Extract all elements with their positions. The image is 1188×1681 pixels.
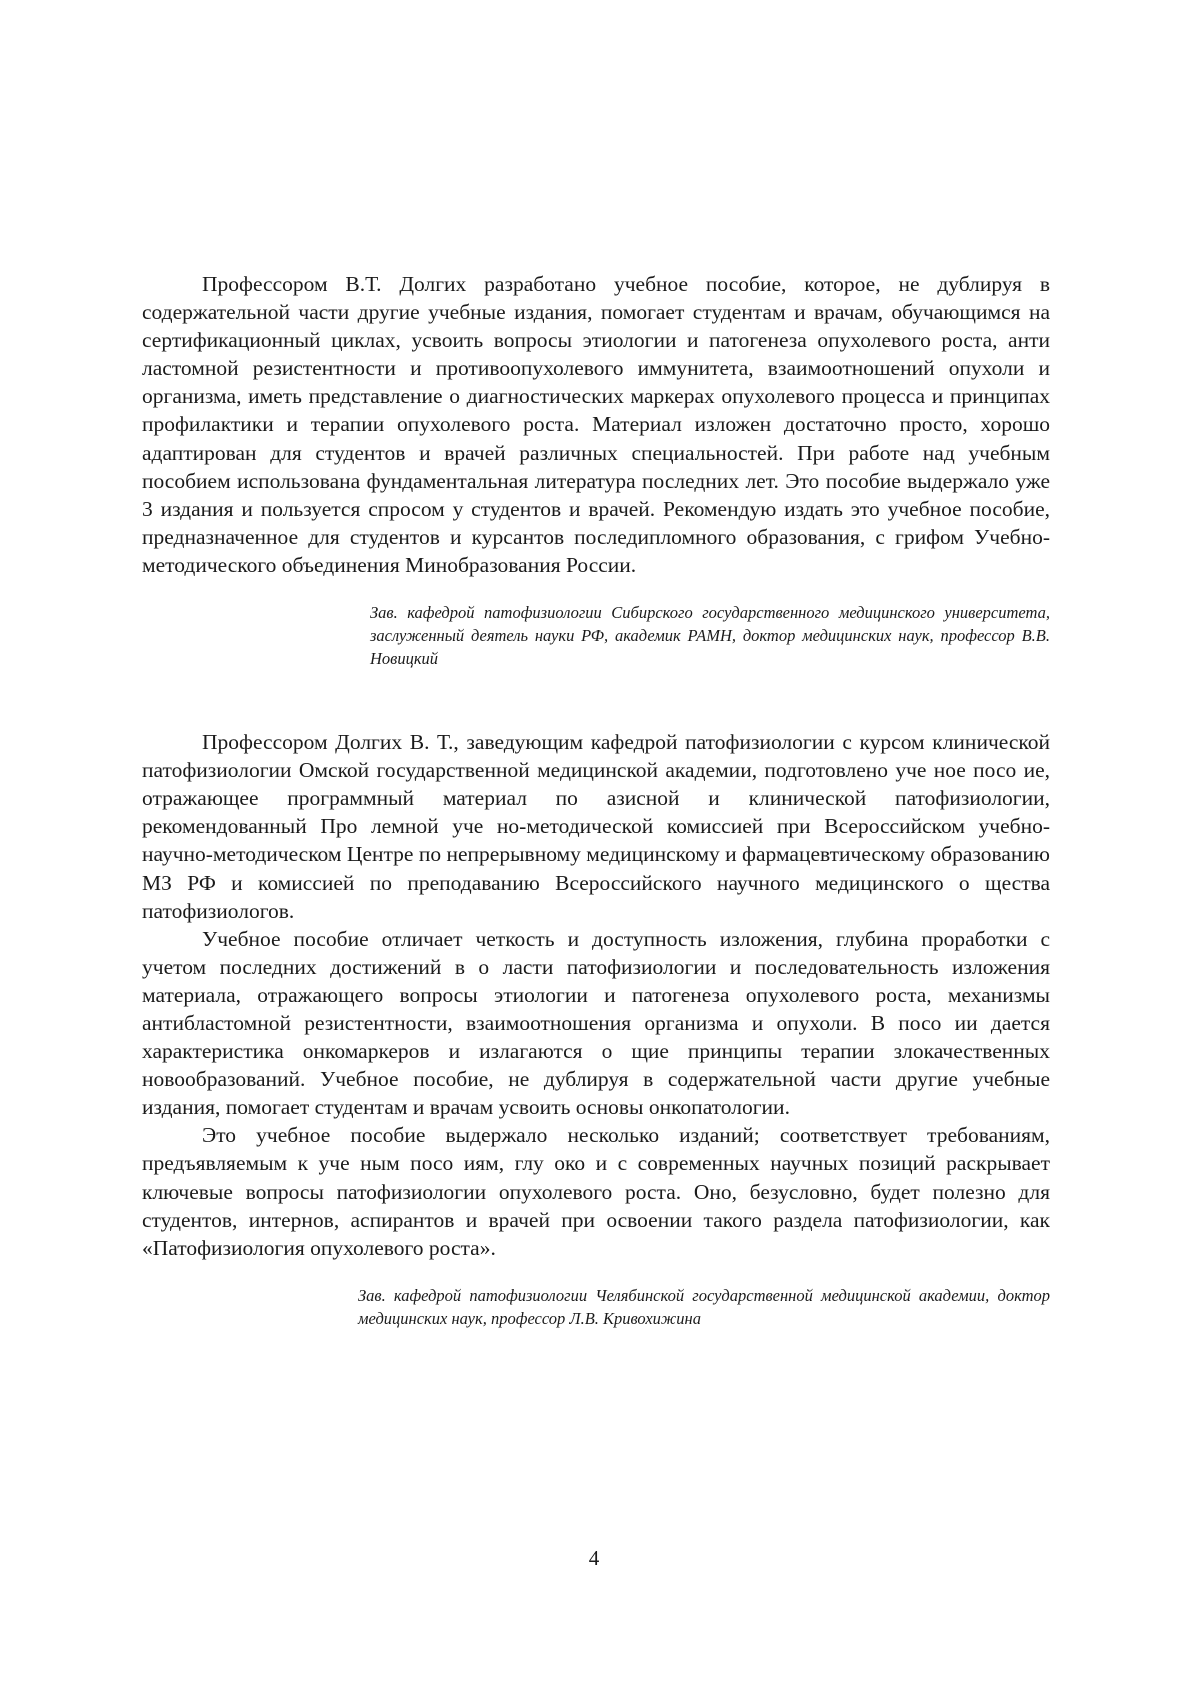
review-paragraph: Профессором В.Т. Долгих разработано учебное пособие, которое, не дублируя в содержательной части другие учебные издания, помогает студентам и врачам, обучающимся на сертификационный циклах, усвоить вопросы этиологии и патогенеза опухолевого роста, анти ластомной резистентности и противоопухолевого иммунитета, взаимоотношений опухоли и организма, иметь представление о диагностических маркерах опухолевого процесса и принципах профилактики и терапии опухолевого роста. Материал изложен достаточно просто, хорошо адаптирован для студентов и врачей различных специальностей. При работе над учебным пособием использована фундаментальная литература последних лет. Это пособие выдержало уже 3 издания и пользуется спросом у студентов и врачей. Рекомендую издать это учебное пособие, предназначенное для студентов и курсантов последипломного образования, с грифом Учебно-методического объединения Минобразования России.: [142, 272, 1050, 577]
review-paragraph: Учебное пособие отличает четкость и доступность изложения, глубина проработки с учетом последних достижений в о ласти патофизиологии и последовательность изложения материала, отражающего вопросы этиологии и патогенеза опухолевого роста, механизмы антибластомной резистентности, взаимоотношения организма и опухоли. В посо ии дается характеристика онкомаркеров и излагаются о щие принципы терапии злокачественных новообразований. Учебное пособие, не дублируя в содержательной части другие учебные издания, помогает студентам и врачам усвоить основы онкопатологии.: [142, 926, 1050, 1120]
review-krivokhizhina: [142, 728, 1050, 1330]
page-number: 4: [588, 1546, 600, 1570]
review-novitsky: [142, 270, 1050, 670]
reviewer-signature: Зав. кафедрой патофизиологии Челябинской государственной медицинской академии, доктор медицинских наук, профессор Л.В. Кривохижина: [358, 1285, 1050, 1328]
page-content: [142, 270, 1050, 1330]
review-paragraph: Это учебное пособие выдержало несколько изданий; соответствует требованиям, предъявляемым к уче ным посо иям, глу око и с современных научных позиций раскрывает ключевые вопросы патофизиологии опухолевого роста. Оно, безусловно, будет полезно для студентов, интернов, аспирантов и врачей при освоении такого раздела патофизиологии, как «Патофизиология опухолевого роста».: [142, 1123, 1050, 1260]
review-paragraph: Профессором Долгих В. Т., заведующим кафедрой патофизиологии с курсом клинической патофизиологии Омской государственной медицинской академии, подготовлено уче ное посо ие, отражающее программный материал по азисной и клинической патофизиологии, рекомендованный Про лемной уче но-методической комиссией при Всероссийском учебно-научно-методическом Центре по непрерывному медицинскому и фармацевтическому образованию МЗ РФ и комиссией по преподаванию Всероссийского научного медицинского о щества патофизиологов.: [142, 730, 1050, 923]
reviewer-signature: Зав. кафедрой патофизиологии Сибирского государственного медицинского университета, заслуженный деятель науки РФ, академик РАМН, доктор медицинских наук, профессор В.В. Новицкий: [370, 603, 1050, 669]
